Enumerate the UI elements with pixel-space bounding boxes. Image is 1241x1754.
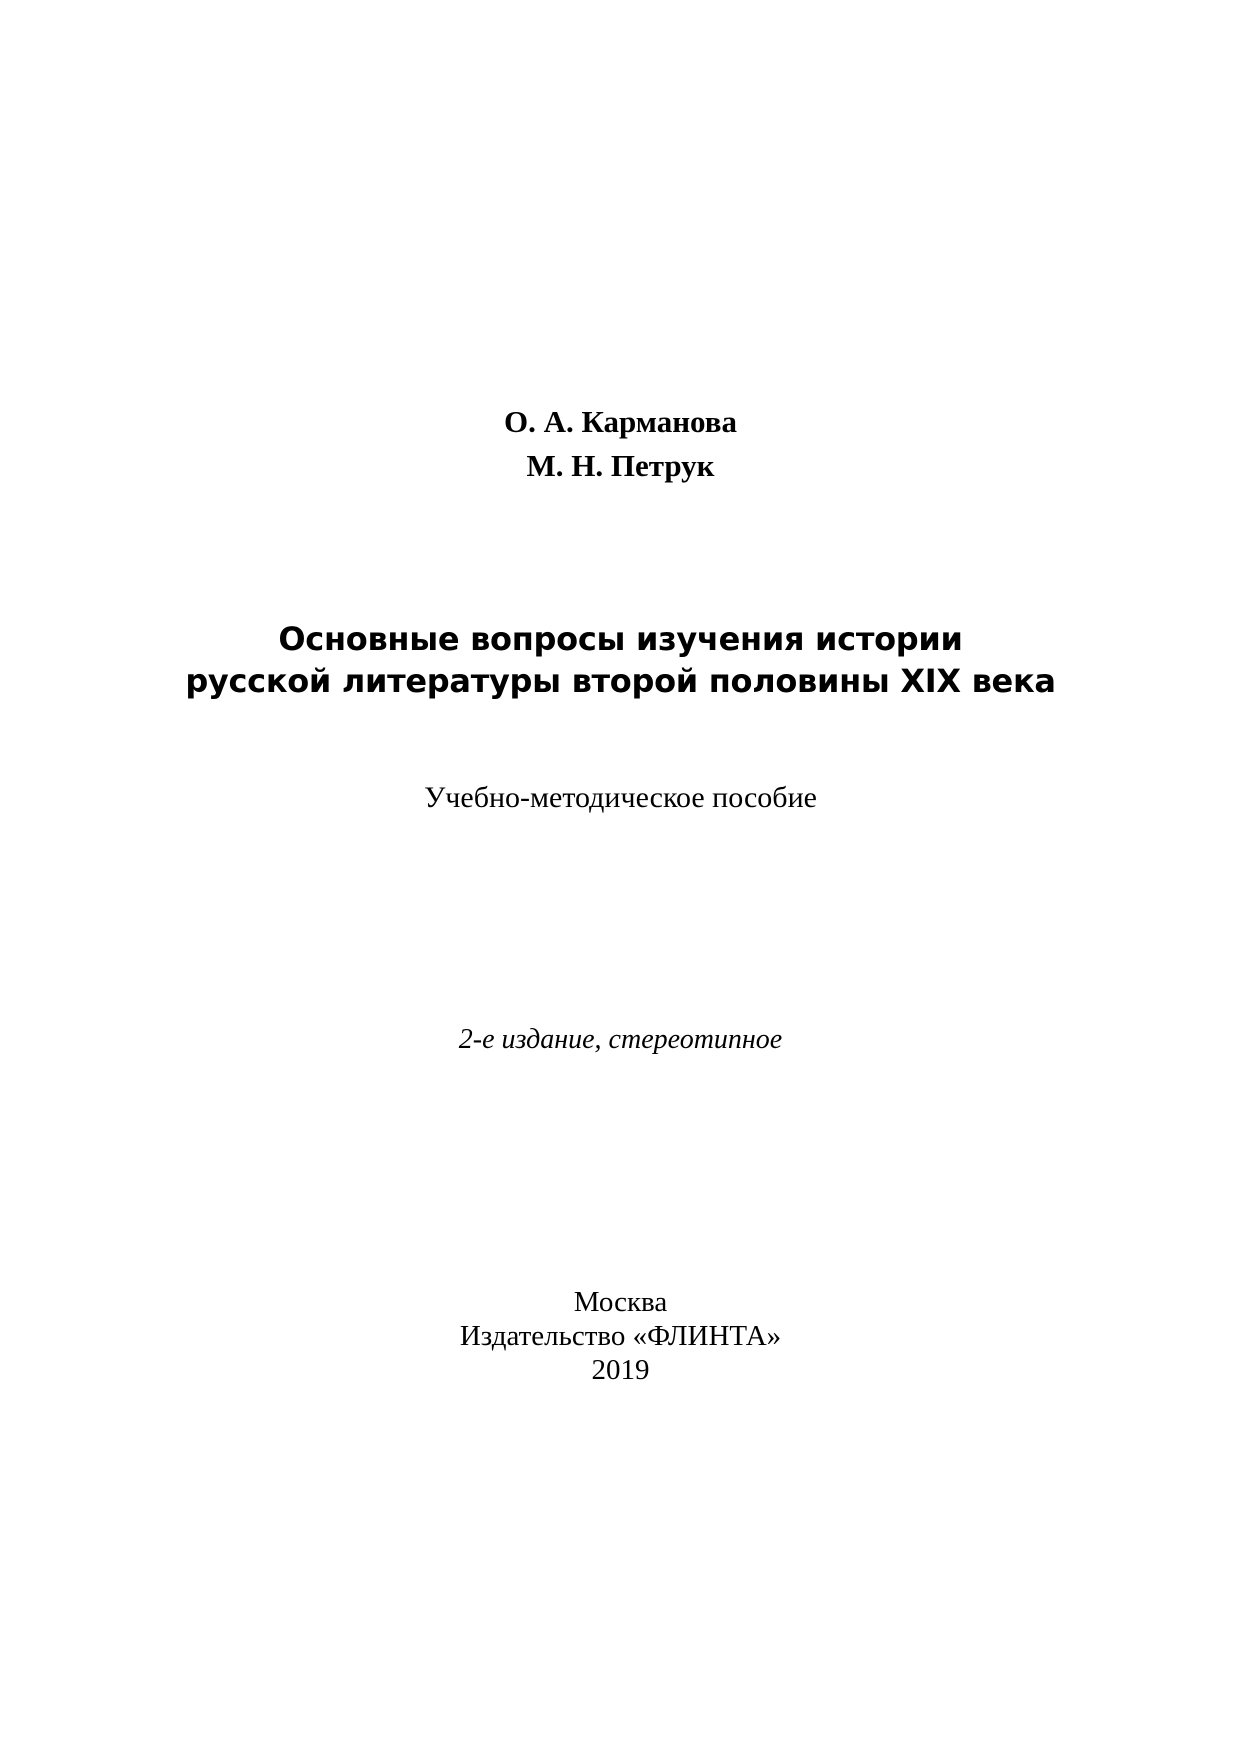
imprint-publisher: Издательство «ФЛИНТА»	[459, 1320, 782, 1352]
author-1: О. А. Карманова	[503, 404, 738, 439]
edition-note: 2-е издание, стереотипное	[458, 1024, 783, 1055]
book-title-line-2: русской литературы второй половины XIX века	[185, 662, 1056, 700]
imprint-city: Москва	[573, 1286, 668, 1318]
author-2: М. Н. Петрук	[526, 448, 715, 483]
book-title-line-1: Основные вопросы изучения истории	[278, 620, 963, 658]
book-subtitle: Учебно-методическое пособие	[424, 781, 817, 814]
imprint-year: 2019	[591, 1354, 650, 1386]
